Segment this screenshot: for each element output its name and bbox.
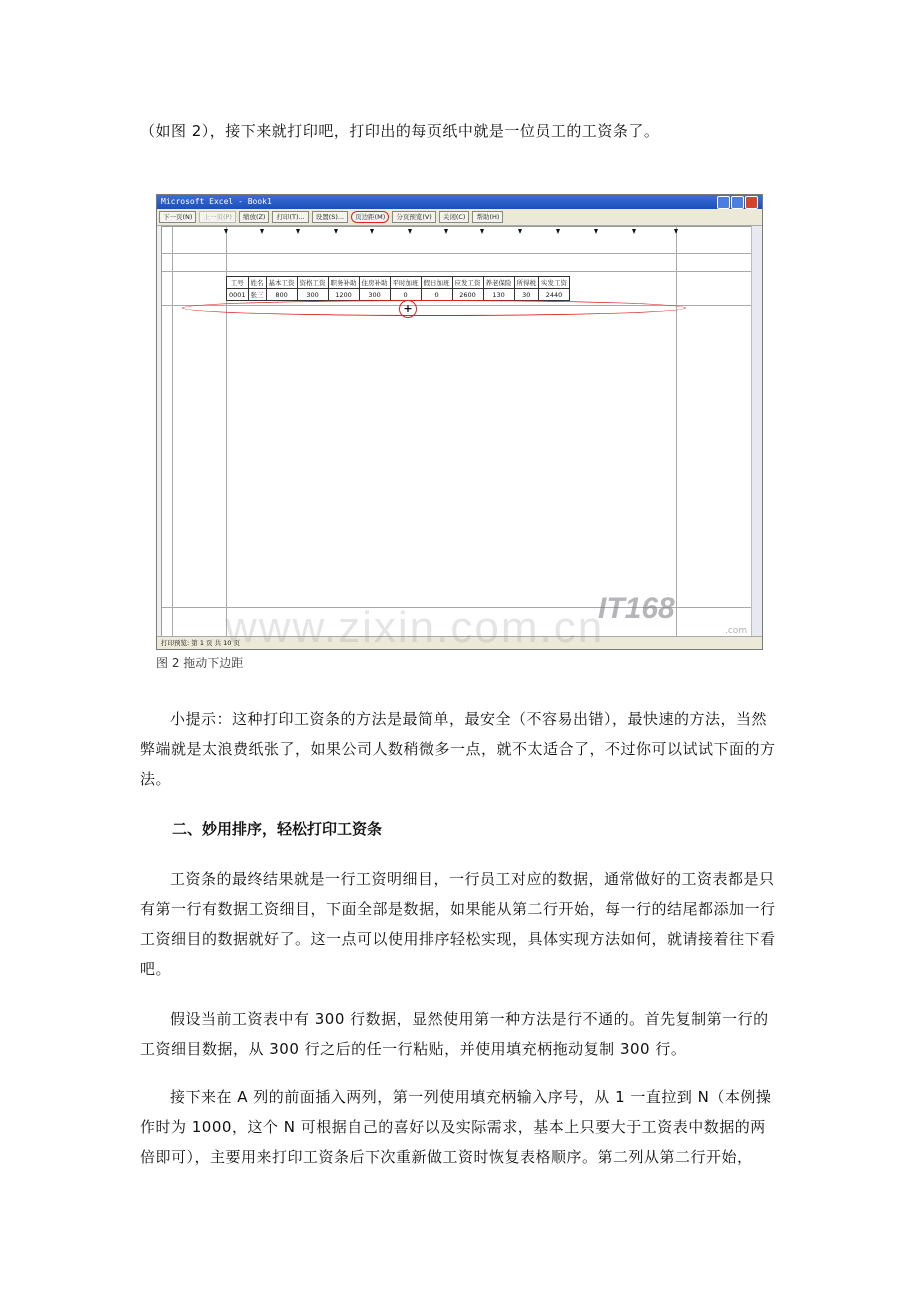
prev-page-button[interactable]: 上一页(P) <box>199 211 236 223</box>
window-title: Microsoft Excel - Book1 <box>161 197 272 206</box>
preview-toolbar <box>157 209 762 226</box>
paragraph-2: 假设当前工资表中有 300 行数据，显然使用第一种方法是行不通的。首先复制第一行的工资细目数据，从 300 行之后的任一行粘贴，并使用填充柄拖动复制 300 行。 <box>140 1010 769 1058</box>
close-button[interactable]: 关闭(C) <box>439 211 470 223</box>
table-row <box>227 289 570 301</box>
header-cell: 住房补助 <box>359 277 390 289</box>
header-cell: 养老保险 <box>483 277 514 289</box>
table-header-row <box>227 277 570 289</box>
header-cell: 姓名 <box>248 277 266 289</box>
table-cell: 张三 <box>248 289 266 301</box>
table-cell: 1200 <box>328 289 359 301</box>
column-handle[interactable] <box>408 229 412 234</box>
table-cell: 0 <box>390 289 421 301</box>
table-cell: 2440 <box>539 289 570 301</box>
table-cell: 800 <box>266 289 297 301</box>
table-cell: 2600 <box>452 289 483 301</box>
help-button[interactable]: 帮助(H) <box>472 211 503 223</box>
table-cell: 30 <box>514 289 539 301</box>
excel-print-preview-screenshot <box>156 194 763 650</box>
next-page-button[interactable]: 下一页(N) <box>159 211 196 223</box>
column-handle[interactable] <box>224 229 228 234</box>
zoom-button[interactable]: 缩放(Z) <box>239 211 270 223</box>
column-handle[interactable] <box>370 229 374 234</box>
it168-logo-suffix: .com <box>725 626 748 636</box>
salary-table <box>226 276 570 301</box>
drag-cursor-icon: + <box>399 300 417 318</box>
column-handle[interactable] <box>632 229 636 234</box>
table-cell: 130 <box>483 289 514 301</box>
header-cell: 基本工资 <box>266 277 297 289</box>
column-handle[interactable] <box>334 229 338 234</box>
margin-guide-left[interactable] <box>172 227 173 637</box>
table-cell: 0 <box>421 289 452 301</box>
column-handle[interactable] <box>260 229 264 234</box>
highlight-ellipse-row <box>182 300 686 316</box>
vertical-scrollbar[interactable] <box>751 226 762 636</box>
header-cell: 资格工资 <box>297 277 328 289</box>
header-cell: 假日加班 <box>421 277 452 289</box>
header-cell: 实发工资 <box>539 277 570 289</box>
paragraph-1: 工资条的最终结果就是一行工资明细目，一行员工对应的数据，通常做好的工资表都是只有第一行有数据工资细目，下面全部是数据，如果能从第二行开始，每一行的结尾都添加一行工资细目的数据就好了。这一点可以使用排序轻松实现，具体实现方法如何，就请接着往下看吧。 <box>140 870 776 978</box>
figure-caption: 图 2 拖动下边距 <box>156 656 244 670</box>
status-bar: 打印预览: 第 1 页 共 10 页 <box>157 636 763 649</box>
header-cell: 职务补助 <box>328 277 359 289</box>
watermark: www.zixin.com.cn <box>225 603 605 652</box>
header-cell: 工号 <box>227 277 249 289</box>
section-heading: 二、妙用排序，轻松打印工资条 <box>172 820 383 838</box>
print-button[interactable]: 打印(T)... <box>272 211 308 223</box>
margin-guide-top[interactable] <box>162 253 752 254</box>
margins-button[interactable]: 页边距(M) <box>351 211 389 223</box>
header-cell: 平时加班 <box>390 277 421 289</box>
minimize-icon[interactable] <box>717 196 730 209</box>
column-handle[interactable] <box>296 229 300 234</box>
table-cell: 0001 <box>227 289 249 301</box>
intro-line: （如图 2），接下来就打印吧，打印出的每页纸中就是一位员工的工资条了。 <box>140 122 660 140</box>
column-handle[interactable] <box>518 229 522 234</box>
preview-page <box>161 226 753 638</box>
setup-button[interactable]: 设置(S)... <box>312 211 348 223</box>
column-handle[interactable] <box>556 229 560 234</box>
column-handle[interactable] <box>674 229 678 234</box>
column-handle[interactable] <box>444 229 448 234</box>
header-cell: 应发工资 <box>452 277 483 289</box>
tip-paragraph: 小提示：这种打印工资条的方法是最简单，最安全（不容易出错），最快速的方法，当然弊端就是太浪费纸张了，如果公司人数稍微多一点，就不太适合了，不过你可以试试下面的方法。 <box>140 710 776 788</box>
header-cell: 所得税 <box>514 277 539 289</box>
table-cell: 300 <box>297 289 328 301</box>
margin-guide-header[interactable] <box>162 271 752 272</box>
paragraph-3: 接下来在 A 列的前面插入两列，第一列使用填充柄输入序号，从 1 一直拉到 N（本例操作时为 1000，这个 N 可根据自己的喜好以及实际需求，基本上只要大于工资表中数据的两倍即可），主要用来打印工资条后下次重新做工资时恢复表格顺序。第二列从第二行开始， <box>140 1088 772 1166</box>
maximize-icon[interactable] <box>731 196 744 209</box>
table-cell: 300 <box>359 289 390 301</box>
page-break-preview-button[interactable]: 分页预览(V) <box>392 211 436 223</box>
close-icon[interactable] <box>745 196 758 209</box>
column-handle[interactable] <box>594 229 598 234</box>
column-handle[interactable] <box>480 229 484 234</box>
margin-guide-right[interactable] <box>676 227 677 637</box>
it168-logo: IT168 <box>598 592 675 625</box>
window-titlebar <box>157 195 762 209</box>
